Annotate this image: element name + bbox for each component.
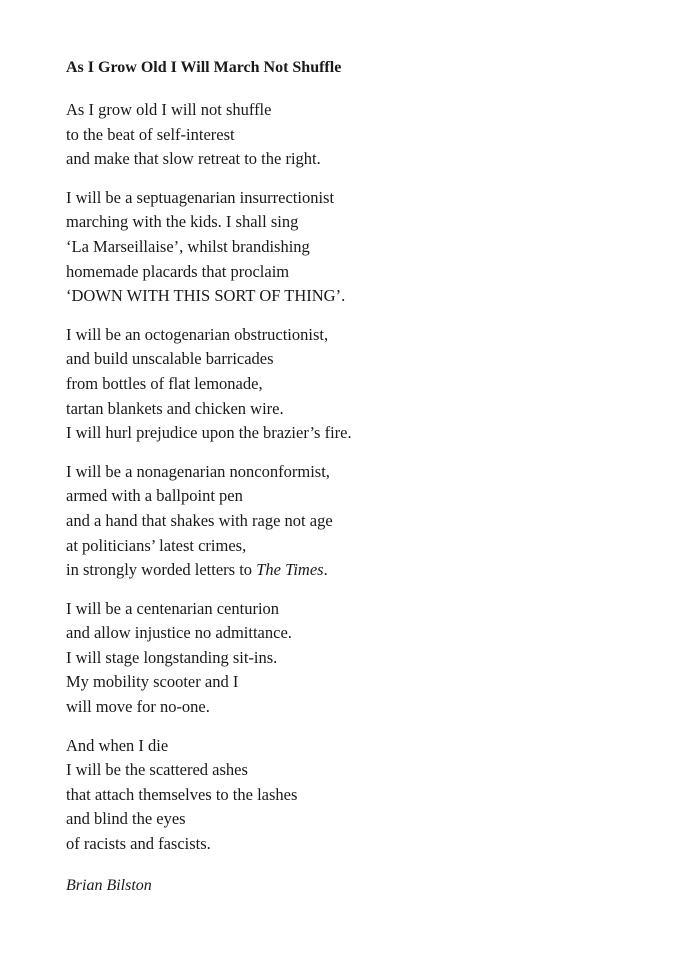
poem-line: and build unscalable barricades xyxy=(66,349,274,369)
poem-line: armed with a ballpoint pen xyxy=(66,486,243,506)
poem-line: ‘La Marseillaise’, whilst brandishing xyxy=(66,236,310,256)
poem-line: that attach themselves to the lashes xyxy=(66,784,298,804)
poem-line: I will hurl prejudice upon the brazier’s fire. xyxy=(66,423,352,443)
publication-name: The Times xyxy=(256,560,324,580)
poem-line: I will stage longstanding sit-ins. xyxy=(66,647,278,667)
stanza-3 xyxy=(66,323,646,446)
poem-line: I will be a nonagenarian nonconformist, xyxy=(66,461,330,481)
poem-line: I will be a centenarian centurion xyxy=(66,598,280,618)
poem-line: As I grow old I will not shuffle xyxy=(66,100,272,119)
poem-line: I will be a septuagenarian insurrectionist xyxy=(66,187,335,207)
stanza-6 xyxy=(66,734,646,857)
poem-line: to the beat of self-interest xyxy=(66,124,235,144)
poem-line: marching with the kids. I shall sing xyxy=(66,212,299,232)
stanza-1 xyxy=(66,98,646,172)
stanza-2 xyxy=(66,186,646,309)
poem-page xyxy=(66,58,646,897)
poem-line: ‘DOWN WITH THIS SORT OF THING’. xyxy=(66,286,346,306)
poem-line: tartan blankets and chicken wire. xyxy=(66,398,284,418)
poem-line: I will be an octogenarian obstructionist, xyxy=(66,324,329,344)
poem-line: of racists and fascists. xyxy=(66,834,211,854)
stanza-4 xyxy=(66,460,646,583)
poem-line: and allow injustice no admittance. xyxy=(66,623,292,643)
poem-line-times xyxy=(66,558,646,583)
poem-line: from bottles of flat lemonade, xyxy=(66,373,263,393)
poem-line: will move for no-one. xyxy=(66,697,210,717)
poem-line: and blind the eyes xyxy=(66,809,186,829)
poem-line: and a hand that shakes with rage not age xyxy=(66,510,333,530)
poem-title: As I Grow Old I Will March Not Shuffle xyxy=(66,59,342,76)
poem-line: and make that slow retreat to the right. xyxy=(66,149,321,169)
poem-line: I will be the scattered ashes xyxy=(66,760,248,780)
stanza-5 xyxy=(66,597,646,720)
poem-line: My mobility scooter and I xyxy=(66,672,239,692)
poem-line-text: in strongly worded letters to xyxy=(66,560,257,580)
author-name: Brian Bilston xyxy=(66,876,152,894)
poem-line: And when I die xyxy=(66,735,169,755)
poem-line: at politicians’ latest crimes, xyxy=(66,535,247,555)
line-end-punctuation: . xyxy=(323,560,328,580)
poem-line: homemade placards that proclaim xyxy=(66,261,290,281)
